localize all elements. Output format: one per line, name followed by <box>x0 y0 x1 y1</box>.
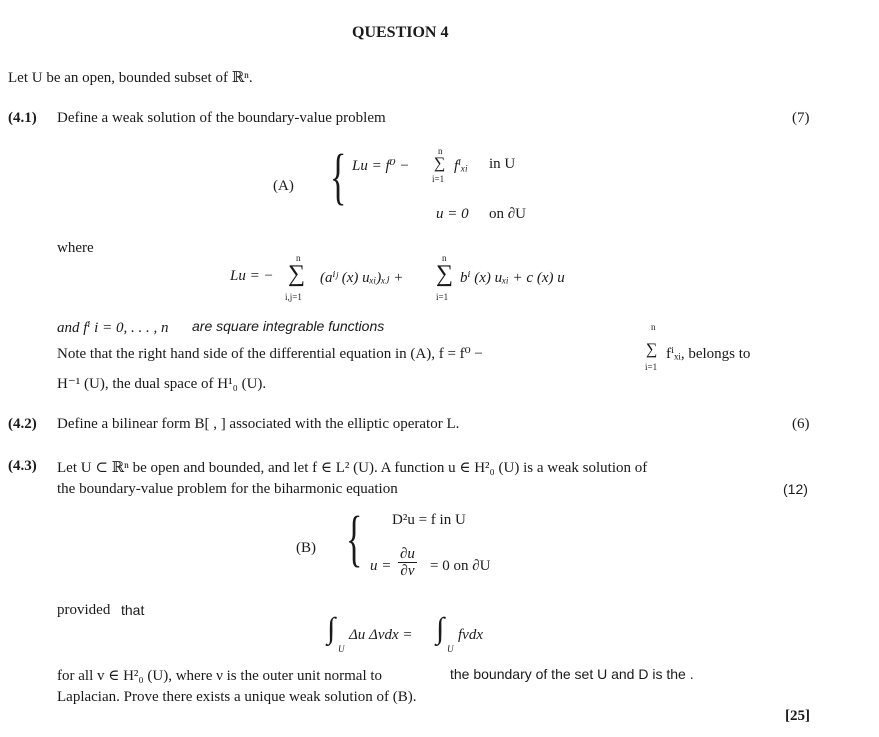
system-a-eq1-term: fⁱₓᵢ <box>454 158 468 174</box>
integral-rhs-sign: ∫ <box>436 612 445 645</box>
note-sum-bottom: i=1 <box>645 362 658 372</box>
system-a-brace: { <box>330 143 347 211</box>
operator-sum2-sign: ∑ <box>436 261 454 287</box>
provided-text: provided <box>57 602 111 618</box>
total-marks: [25] <box>785 708 810 724</box>
operator-sum2-top: n <box>442 253 447 263</box>
system-a-label: (A) <box>273 178 294 194</box>
forall-text: for all v ∈ H²₀ (U), where ν is the outer unit normal to <box>57 668 383 684</box>
system-b-label: (B) <box>296 540 316 556</box>
q1-number: (4.1) <box>8 110 37 126</box>
q1-marks: (7) <box>792 110 810 126</box>
integral-lhs-sign: ∫ <box>327 612 336 645</box>
system-b-eq2-rhs: = 0 on ∂U <box>430 558 491 574</box>
and-f-rest: are square integrable functions <box>192 318 385 334</box>
system-a-sum-sign: ∑ <box>434 155 446 172</box>
system-b-brace: { <box>346 505 363 573</box>
system-a-eq1-domain: in U <box>489 156 516 172</box>
operator-sum1-sign: ∑ <box>288 261 306 287</box>
note-term: fⁱₓᵢ, belongs to <box>666 346 751 362</box>
where-text: where <box>57 240 94 256</box>
note-sum-top: n <box>651 322 656 332</box>
operator-sum2-bottom: i=1 <box>436 292 449 302</box>
integral-rhs-sub: U <box>447 644 454 654</box>
system-a-eq2: u = 0 <box>436 206 469 222</box>
q3-marks: (12) <box>783 481 808 497</box>
operator-sum1-bottom: i,j=1 <box>285 292 302 302</box>
system-a-eq2-domain: on ∂U <box>489 206 526 222</box>
system-b-fraction <box>398 546 417 579</box>
integral-lhs-sub: U <box>338 644 345 654</box>
q2-text: Define a bilinear form B[ , ] associated with the elliptic operator L. <box>57 416 460 432</box>
system-b-eq2-lhs: u = <box>370 558 392 574</box>
fraction-numerator: ∂u <box>400 546 415 562</box>
operator-term2: bⁱ (x) uₓᵢ + c (x) u <box>460 270 565 286</box>
forall-rest: the boundary of the set U and D is the . <box>450 666 694 682</box>
operator-sum1-top: n <box>296 253 301 263</box>
system-b-eq1: D²u = f in U <box>392 512 466 528</box>
dual-space-text: H⁻¹ (U), the dual space of H¹₀ (U). <box>57 376 267 392</box>
integral-lhs: Δu Δvdx = <box>349 627 413 643</box>
fraction-denominator: ∂ν <box>400 563 415 579</box>
question-title: QUESTION 4 <box>352 24 449 41</box>
operator-term1: (aⁱʲ (x) uₓᵢ)ₓⱼ + <box>320 270 404 286</box>
system-a-sum-top: n <box>438 146 443 156</box>
and-f-text: and fⁱ i = 0, . . . , n <box>57 320 169 336</box>
system-a-sum-bottom: i=1 <box>432 174 445 184</box>
q3-text2: the boundary-value problem for the biharmonic equation <box>57 481 398 497</box>
q2-marks: (6) <box>792 416 810 432</box>
system-a-eq1-lhs: Lu = f⁰ − <box>352 158 410 174</box>
q1-text: Define a weak solution of the boundary-value problem <box>57 110 386 126</box>
that-text: that <box>121 602 145 618</box>
intro-text: Let U be an open, bounded subset of ℝⁿ. <box>8 70 253 86</box>
q3-text: Let U ⊂ ℝⁿ be open and bounded, and let f ∈ L² (U). A function u ∈ H²₀ (U) is a weak solution of <box>57 460 648 476</box>
note-sum-sign: ∑ <box>646 341 658 358</box>
note-text: Note that the right hand side of the differential equation in (A), f = f⁰ − <box>57 346 483 362</box>
integral-rhs: fvdx <box>458 627 483 643</box>
q3-number: (4.3) <box>8 458 37 474</box>
laplacian-text: Laplacian. Prove there exists a unique weak solution of (B). <box>57 689 417 705</box>
q2-number: (4.2) <box>8 416 37 432</box>
operator-lhs: Lu = − <box>230 268 274 284</box>
